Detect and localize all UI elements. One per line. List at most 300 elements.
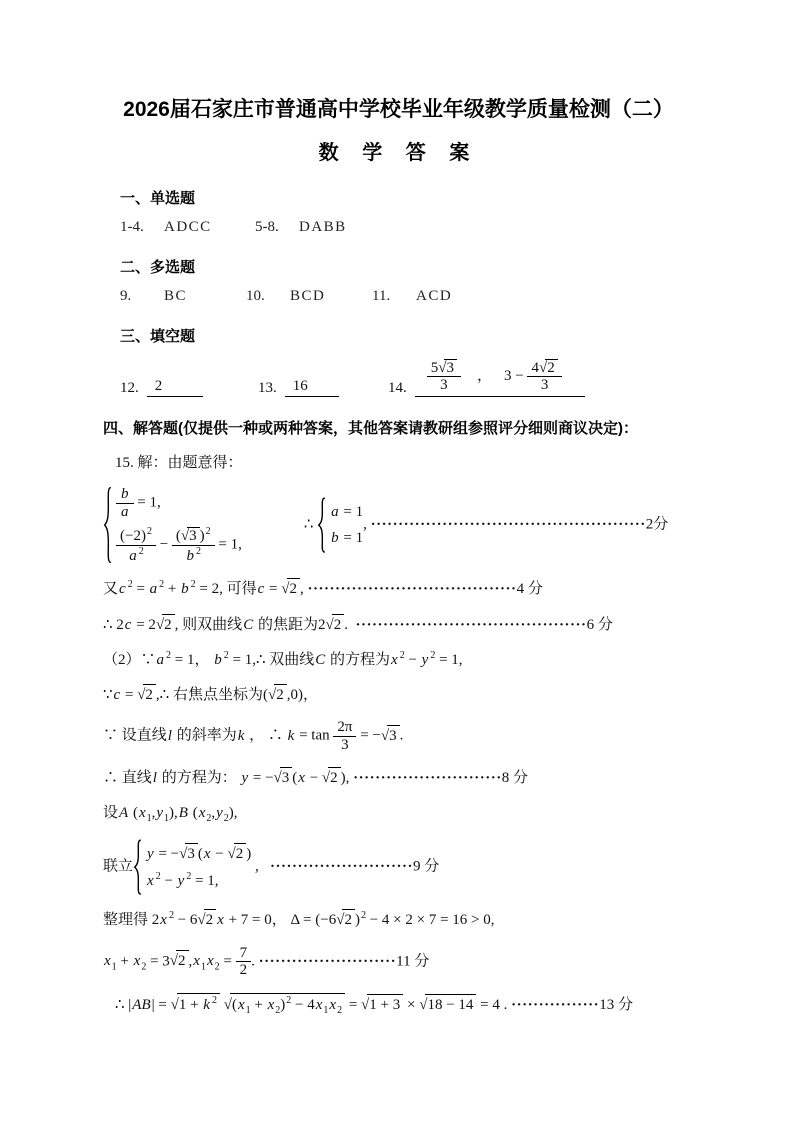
dotted-leader: ························· [258, 953, 397, 970]
radicand [185, 843, 198, 864]
answer-value: DABB [299, 219, 347, 236]
math-variable: a [129, 547, 137, 564]
answer-item [372, 288, 498, 305]
denominator [172, 545, 215, 565]
math-variable: x [298, 770, 305, 787]
math-text: ， [476, 367, 492, 384]
radical-icon: √ [361, 996, 370, 1013]
math-text: 3 [187, 845, 195, 862]
math-text: = [265, 581, 282, 598]
math-variable: y [177, 873, 185, 890]
numerator [333, 719, 356, 736]
math-text: 3 [389, 727, 397, 744]
math-variable: k [203, 996, 210, 1013]
math-variable: y [241, 770, 249, 787]
radicand [332, 614, 345, 635]
math-text: = 1， [171, 651, 214, 668]
radical-icon: √ [438, 359, 447, 376]
math-text: 3 [189, 528, 197, 545]
math-text: ∴ | [115, 996, 132, 1013]
math-variable: a [149, 581, 158, 598]
math-text: = 1 [339, 530, 364, 547]
subscript: 1 [245, 1004, 251, 1016]
math-text: 1 + 3 [369, 996, 401, 1013]
math-text: 9 分 [413, 858, 440, 875]
math-text: 2 [276, 687, 284, 704]
answer-label: 5-8. [255, 219, 279, 236]
system-row [146, 843, 251, 864]
math-text: 2 [205, 912, 214, 929]
radical-icon: √ [170, 996, 179, 1013]
math-text: 的斜率为 [172, 727, 237, 744]
math-text: − [404, 651, 421, 668]
math-text: 2 [178, 953, 186, 970]
document-subtitle: 数 学 答 案 [318, 142, 479, 165]
math-text: 7 [239, 944, 248, 961]
math-variable: x [198, 804, 206, 821]
math-line [103, 649, 694, 670]
radical-icon: √ [223, 996, 232, 1013]
square-root [170, 953, 189, 969]
radicand [387, 725, 400, 746]
radical-icon: √ [197, 912, 206, 929]
math-text: ∴ [303, 516, 318, 533]
subscript: 2 [223, 812, 229, 824]
square-root [156, 617, 175, 633]
math-variable: k [237, 727, 245, 744]
radicand [176, 950, 189, 971]
math-text: ,0)， [286, 687, 318, 704]
math-variable: x [147, 873, 154, 890]
math-variable: x [160, 912, 167, 929]
math-text: 3 [540, 377, 549, 394]
square-root [325, 617, 344, 633]
radicand [143, 684, 156, 705]
math-text: 5 [430, 359, 439, 376]
math-text: 2 [164, 616, 172, 633]
math-text: = 1, [435, 651, 463, 668]
math-text: 2 [145, 687, 153, 704]
math-text: − 4 × 2 × 7 = 16 > 0, [365, 912, 495, 929]
superscript: 2 [399, 649, 405, 661]
math-variable: B [178, 804, 188, 821]
math-line [103, 719, 694, 753]
blank-item [258, 378, 388, 397]
radical-icon: √ [321, 770, 331, 787]
answer-value: BCD [290, 287, 326, 304]
math-text: = 2 [132, 616, 156, 633]
dotted-leader: ·········································· [355, 616, 587, 633]
square-root [539, 360, 558, 376]
math-text: + 7 = 0， Δ = (−6 [224, 912, 337, 929]
math-text: , [188, 953, 193, 970]
math-line [103, 486, 694, 564]
radical-icon: √ [273, 770, 282, 787]
math-variable: l [152, 770, 157, 787]
superscript: 2 [186, 871, 192, 883]
radical-icon: √ [169, 953, 179, 970]
math-text: 18 − 14 [427, 996, 474, 1013]
subscript: 1 [323, 1004, 329, 1016]
math-variable: b [214, 651, 222, 668]
system-rows [146, 843, 251, 892]
blank-answer [285, 378, 339, 397]
math-variable: c [124, 616, 132, 633]
math-variable: b [331, 530, 339, 547]
subscript: 2 [206, 812, 212, 824]
math-text: − 4 [291, 996, 315, 1013]
subscript: 1 [146, 812, 152, 824]
equation-system [103, 486, 242, 564]
square-root [223, 994, 345, 1016]
math-text: , [251, 858, 270, 875]
denominator [427, 376, 461, 394]
square-root [438, 360, 457, 376]
math-text: − [211, 845, 228, 862]
fill-blank-answers [120, 359, 694, 397]
math-variable: AB [132, 996, 151, 1013]
radical-icon: √ [419, 996, 428, 1013]
section-heading-multi-choice: 二、多选题 [120, 259, 196, 277]
subscript: 2 [141, 961, 147, 973]
math-line [103, 684, 694, 705]
math-text: ), [169, 804, 178, 821]
left-brace-icon [133, 839, 142, 895]
section-heading-free-response: 四、解答题(仅提供一种或两种答案，其他答案请教研组参照评分细则商议决定)： [103, 419, 638, 437]
numerator [172, 526, 215, 545]
math-variable: x [133, 953, 141, 970]
fraction [116, 486, 134, 520]
radicand [177, 993, 220, 1015]
math-text: （2）∵ [103, 651, 156, 668]
math-text: 16 [292, 377, 308, 394]
math-text: = 4 . [476, 996, 512, 1013]
math-variable: A [119, 804, 129, 821]
radicand [342, 909, 355, 930]
math-text: ), [228, 804, 238, 821]
superscript: 2 [138, 545, 144, 557]
square-root [179, 846, 198, 862]
dotted-leader: ·························· [269, 858, 414, 875]
math-text: 1 + [178, 996, 203, 1013]
math-text: ,∴ 右焦点坐标为( [155, 687, 268, 704]
superscript: 2 [190, 579, 196, 591]
math-text: , [363, 516, 371, 533]
math-text: . [344, 616, 356, 633]
square-root [137, 687, 156, 703]
math-variable: a [331, 504, 339, 521]
math-text: 8 分 [501, 770, 528, 787]
superscript: 2 [196, 545, 202, 557]
square-root [381, 728, 400, 744]
math-variable: x [391, 651, 398, 668]
square-root [181, 528, 200, 544]
math-variable: C [315, 651, 326, 668]
math-text: 3 − [504, 367, 528, 384]
radicand [204, 909, 217, 930]
math-text: ) [280, 996, 286, 1013]
math-text: = [219, 953, 236, 970]
solution-intro: 15. 解：由题意得： [115, 455, 243, 472]
math-text: ( [175, 528, 181, 545]
dotted-leader: ··························· [353, 770, 502, 787]
math-variable: x [193, 953, 200, 970]
radical-icon: √ [281, 581, 290, 598]
math-text: = − [249, 770, 274, 787]
radicand [274, 684, 287, 705]
math-line [103, 614, 694, 635]
math-line [103, 993, 694, 1018]
math-text: 的焦距为2 [254, 616, 326, 633]
square-root [361, 997, 403, 1013]
math-text: − [305, 770, 322, 787]
fraction [527, 359, 561, 394]
radical-icon: √ [336, 912, 345, 929]
math-text: ( [129, 804, 138, 821]
math-variable: l [167, 727, 172, 744]
math-variable: y [421, 651, 429, 668]
fraction [236, 945, 252, 979]
radical-icon: √ [538, 359, 548, 376]
math-text: 2 [547, 359, 555, 376]
system-row [116, 526, 242, 564]
math-text: 6 分 [586, 616, 613, 633]
answer-value: ADCC [164, 219, 212, 236]
blank-item [388, 359, 585, 397]
solution-steps [103, 486, 694, 1017]
section-heading-single-choice: 一、单选题 [120, 190, 196, 208]
math-variable: x [138, 804, 146, 821]
denominator [527, 376, 561, 394]
numerator [116, 486, 134, 503]
math-text: 13 分 [599, 996, 633, 1013]
section-heading-fill-blank: 三、填空题 [120, 327, 196, 345]
fraction [116, 526, 156, 564]
math-text: 联立 [103, 858, 134, 875]
math-text: × [403, 996, 420, 1013]
radical-icon: √ [180, 528, 190, 545]
radical-icon: √ [227, 845, 236, 862]
math-text: ， ∴ [245, 727, 287, 744]
math-text: 2 [330, 770, 338, 787]
denominator [116, 545, 156, 565]
math-variable: x [315, 996, 323, 1013]
math-text: = 2, 可得 [195, 581, 257, 598]
square-root [268, 687, 287, 703]
dotted-leader: ······································ [307, 581, 517, 598]
math-variable: x [267, 996, 275, 1013]
superscript: 2 [286, 994, 292, 1006]
math-text: | = [151, 996, 171, 1013]
math-text: , 则双曲线 [174, 616, 243, 633]
superscript: 2 [430, 649, 436, 661]
math-variable: c [113, 687, 121, 704]
square-root [274, 770, 293, 786]
math-variable: x [329, 996, 337, 1013]
answer-label: 11. [372, 287, 391, 304]
math-line [103, 839, 694, 895]
system-row [146, 870, 251, 891]
dotted-leader: ·················································· [370, 516, 646, 533]
math-text: 2 [333, 616, 342, 633]
answer-label: 1-4. [120, 219, 144, 236]
math-text: ( [188, 804, 198, 821]
radicand [234, 843, 247, 864]
math-variable: c [119, 581, 126, 598]
radicand [545, 359, 558, 377]
math-text: 4 [531, 359, 539, 376]
math-text: 11 分 [396, 953, 430, 970]
system-rows [330, 502, 363, 549]
left-brace-icon [103, 486, 112, 564]
math-variable: x [217, 912, 224, 929]
math-text: = [345, 996, 362, 1013]
math-text: (−2) [120, 528, 146, 545]
math-text: 2π [337, 719, 353, 736]
superscript: 2 [146, 526, 152, 538]
math-variable: x [203, 845, 211, 862]
radical-icon: √ [179, 845, 188, 862]
square-root [281, 581, 300, 597]
blank-answer [147, 378, 203, 397]
superscript: 2 [159, 579, 165, 591]
superscript: 2 [168, 910, 174, 922]
superscript: 2 [360, 910, 366, 922]
answer-item [120, 288, 246, 305]
equation-system [317, 497, 363, 553]
math-text: ∴ 直线 [103, 770, 152, 787]
equation-system [133, 839, 251, 895]
square-root [322, 770, 341, 786]
math-variable: y [216, 804, 223, 821]
math-text: = tan [295, 727, 334, 744]
fraction [333, 719, 356, 753]
math-text: 3 [281, 770, 290, 787]
math-variable: x [104, 953, 111, 970]
blank-label: 12. [120, 379, 139, 396]
radical-icon: √ [267, 687, 277, 704]
math-text: 4 分 [516, 581, 543, 598]
math-text: = − [356, 727, 381, 744]
radicand [287, 578, 300, 599]
radicand [280, 767, 293, 788]
math-line [103, 803, 694, 826]
math-text: ∴ 2 [103, 616, 124, 633]
numerator [116, 526, 156, 545]
math-text: . [251, 953, 259, 970]
math-text: = 1, [133, 494, 161, 511]
math-text: 设 [103, 804, 119, 821]
math-variable: a [121, 503, 129, 520]
square-root [170, 994, 220, 1013]
radicand [444, 359, 457, 377]
math-text: − [160, 873, 177, 890]
math-line [103, 909, 694, 930]
math-text: ∵ 设直线 [103, 727, 167, 744]
system-row [330, 528, 363, 548]
math-text: ) [246, 845, 252, 862]
math-text: , [211, 804, 216, 821]
math-text: . [399, 727, 404, 744]
math-text: = 1, [191, 873, 219, 890]
math-text: 2 [235, 845, 244, 862]
math-text: 3 [341, 736, 349, 753]
superscript: 2 [211, 994, 217, 1006]
answer-label: 10. [246, 287, 265, 304]
math-text: 2 [289, 581, 297, 598]
math-text: − 6 [173, 912, 198, 929]
superscript: 2 [127, 579, 133, 591]
answer-item [255, 219, 390, 236]
math-text: = 1,∴ 双曲线 [228, 651, 315, 668]
math-variable: y [156, 804, 164, 821]
math-text: 3 [440, 377, 448, 394]
single-choice-answers [120, 219, 694, 236]
math-line [103, 578, 694, 599]
answer-item [120, 219, 255, 236]
math-text: = 1 [339, 504, 364, 521]
math-text: ) [199, 528, 205, 545]
math-text: = 1, [214, 536, 242, 553]
math-text: 3 [446, 359, 454, 376]
math-text: 整理得 2 [103, 912, 160, 929]
superscript: 2 [205, 526, 211, 538]
radicand [328, 767, 341, 788]
radicand [162, 614, 175, 635]
math-text: ( [231, 996, 237, 1013]
numerator [236, 945, 252, 962]
left-brace-icon [317, 497, 326, 553]
answer-label: 9. [120, 287, 132, 304]
math-variable: c [257, 581, 265, 598]
math-text: − [155, 536, 172, 553]
square-root [419, 997, 476, 1013]
math-text: ( [292, 770, 298, 787]
math-text: = 3 [146, 953, 170, 970]
square-root [197, 912, 216, 928]
dotted-leader: ················ [511, 996, 600, 1013]
blank-label: 13. [258, 379, 277, 396]
radical-icon: √ [380, 727, 390, 744]
math-text: , [151, 804, 156, 821]
math-variable: x [237, 996, 245, 1013]
answer-value: BC [164, 287, 188, 304]
multi-choice-answers [120, 288, 694, 305]
subscript: 2 [337, 1004, 343, 1016]
superscript: 2 [223, 649, 229, 661]
system-rows [116, 486, 242, 564]
subscript: 1 [164, 812, 170, 824]
radicand [367, 994, 403, 1015]
radicand [425, 994, 476, 1015]
numerator [427, 359, 461, 377]
math-line [103, 945, 694, 979]
superscript: 2 [155, 871, 161, 883]
fraction [172, 526, 215, 564]
blank-label: 14. [388, 379, 407, 396]
math-text: 2 [239, 962, 248, 979]
answer-item [246, 288, 372, 305]
radical-icon: √ [137, 687, 146, 704]
math-variable: x [206, 953, 214, 970]
subscript: 1 [111, 961, 117, 973]
math-text: ( [197, 845, 203, 862]
blank-answer [415, 359, 585, 397]
superscript: 2 [166, 649, 172, 661]
radicand [187, 527, 200, 545]
fraction [427, 359, 461, 394]
math-text: 的方程为 [326, 651, 391, 668]
